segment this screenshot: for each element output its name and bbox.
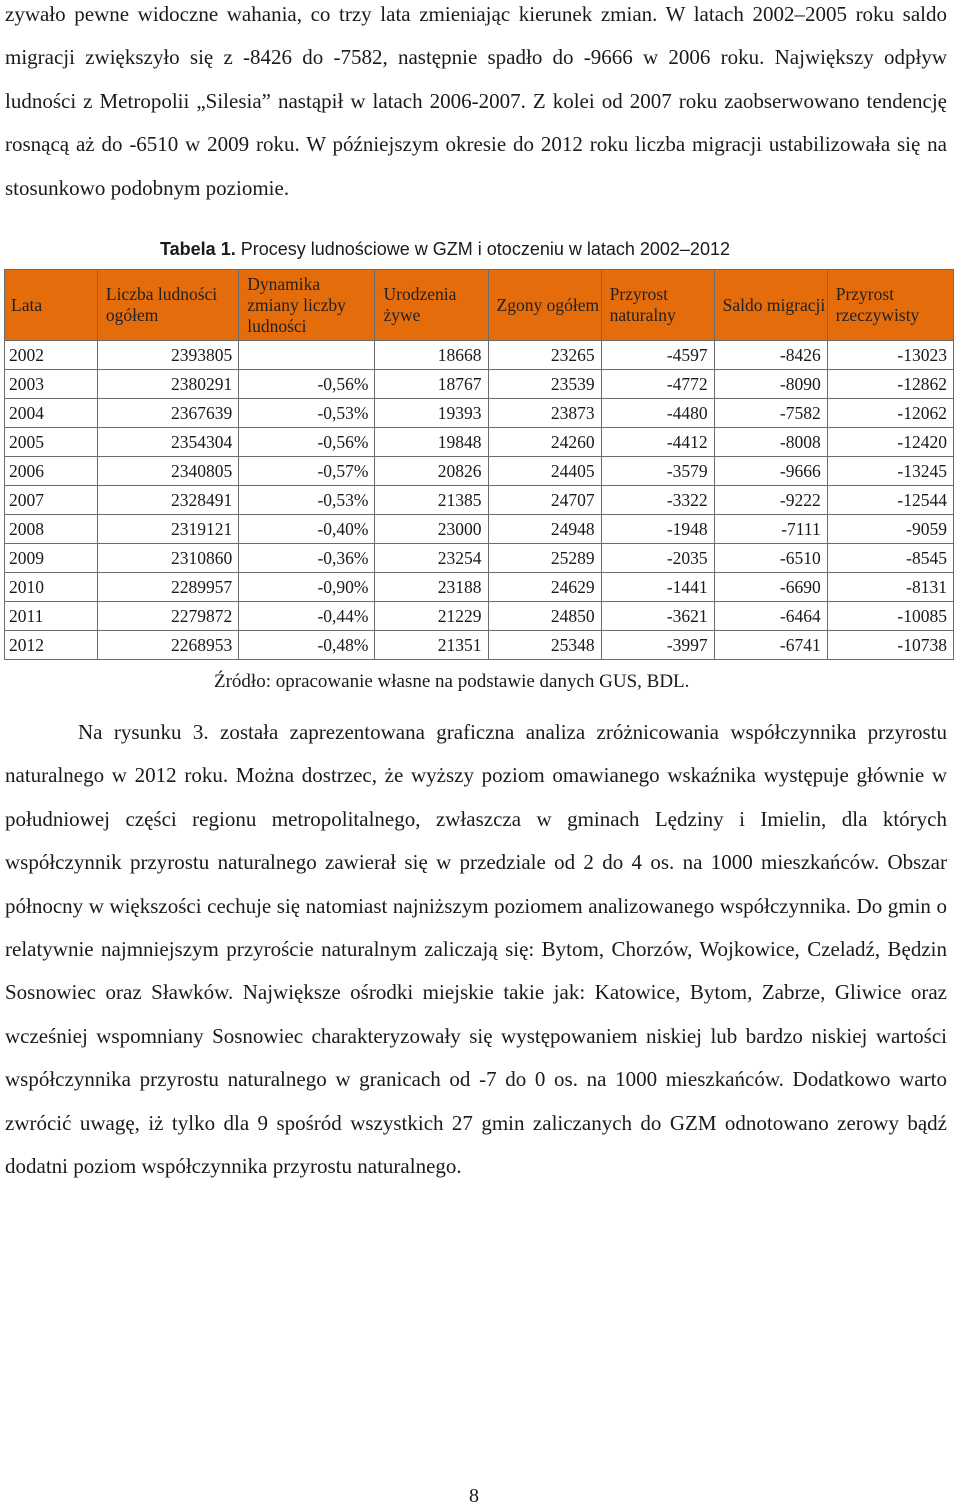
table-header-row xyxy=(5,270,954,341)
table-row xyxy=(5,486,954,515)
header-cell: Przyrost naturalny xyxy=(601,270,714,341)
header-cell: Liczba ludności ogółem xyxy=(97,270,238,341)
value-cell: -0,36% xyxy=(239,544,375,573)
value-cell: 25289 xyxy=(488,544,601,573)
value-cell: 2279872 xyxy=(97,602,238,631)
value-cell: -8545 xyxy=(827,544,953,573)
value-cell: -12862 xyxy=(827,370,953,399)
value-cell: -12420 xyxy=(827,428,953,457)
population-table xyxy=(4,269,954,660)
value-cell: -4772 xyxy=(601,370,714,399)
value-cell: 24707 xyxy=(488,486,601,515)
value-cell: -9666 xyxy=(714,457,827,486)
year-cell: 2008 xyxy=(5,515,98,544)
table-row xyxy=(5,515,954,544)
value-cell: -0,44% xyxy=(239,602,375,631)
year-cell: 2010 xyxy=(5,573,98,602)
value-cell: -9222 xyxy=(714,486,827,515)
value-cell: -7111 xyxy=(714,515,827,544)
year-cell: 2007 xyxy=(5,486,98,515)
value-cell: 2393805 xyxy=(97,341,238,370)
value-cell: 2380291 xyxy=(97,370,238,399)
value-cell: 18767 xyxy=(375,370,488,399)
table-caption-text: Procesy ludnościowe w GZM i otoczeniu w latach 2002–2012 xyxy=(240,239,730,259)
year-cell: 2012 xyxy=(5,631,98,660)
value-cell: -4480 xyxy=(601,399,714,428)
value-cell: -0,40% xyxy=(239,515,375,544)
value-cell: 2310860 xyxy=(97,544,238,573)
value-cell: 2289957 xyxy=(97,573,238,602)
value-cell: -10738 xyxy=(827,631,953,660)
value-cell: -0,56% xyxy=(239,428,375,457)
value-cell: -3997 xyxy=(601,631,714,660)
table-row xyxy=(5,457,954,486)
value-cell: -0,53% xyxy=(239,399,375,428)
value-cell: 2340805 xyxy=(97,457,238,486)
value-cell: 23265 xyxy=(488,341,601,370)
value-cell: -8008 xyxy=(714,428,827,457)
value-cell: -8090 xyxy=(714,370,827,399)
value-cell: 2367639 xyxy=(97,399,238,428)
value-cell: -6690 xyxy=(714,573,827,602)
value-cell: 21351 xyxy=(375,631,488,660)
value-cell: -6510 xyxy=(714,544,827,573)
value-cell: -6464 xyxy=(714,602,827,631)
table-row xyxy=(5,544,954,573)
value-cell: -4597 xyxy=(601,341,714,370)
table-row xyxy=(5,399,954,428)
top-paragraph: zywało pewne widoczne wahania, co trzy lata zmieniając kierunek zmian. W latach 2002–2005 roku saldo migracji zwiększyło się z -8426 do -7582, następnie spadło do -9666 w 2006 roku. Największy odpływ ludności z Metropolii „Silesia” nastąpił w latach 2006-2007. Z kolei od 2007 roku zaobserwowano tendencję rosnącą aż do -6510 w 2009 roku. W późniejszym okresie do 2012 roku liczba migracji ustabilizowała się na stosunkowo podobnym poziomie. xyxy=(5,2,947,200)
table-row xyxy=(5,370,954,399)
value-cell: -0,57% xyxy=(239,457,375,486)
value-cell: 21385 xyxy=(375,486,488,515)
value-cell: 2328491 xyxy=(97,486,238,515)
header-cell: Zgony ogółem xyxy=(488,270,601,341)
value-cell: 24405 xyxy=(488,457,601,486)
value-cell: -8426 xyxy=(714,341,827,370)
year-cell: 2005 xyxy=(5,428,98,457)
page-number: 8 xyxy=(469,1485,479,1507)
table-row xyxy=(5,602,954,631)
table-caption xyxy=(160,236,800,262)
table-row xyxy=(5,341,954,370)
value-cell: 24850 xyxy=(488,602,601,631)
year-cell: 2006 xyxy=(5,457,98,486)
year-cell: 2002 xyxy=(5,341,98,370)
value-cell: -1948 xyxy=(601,515,714,544)
value-cell: 25348 xyxy=(488,631,601,660)
year-cell: 2004 xyxy=(5,399,98,428)
value-cell: 19393 xyxy=(375,399,488,428)
value-cell: -0,90% xyxy=(239,573,375,602)
value-cell: -6741 xyxy=(714,631,827,660)
value-cell: 24629 xyxy=(488,573,601,602)
value-cell: -7582 xyxy=(714,399,827,428)
year-cell: 2011 xyxy=(5,602,98,631)
value-cell: -10085 xyxy=(827,602,953,631)
value-cell: 24948 xyxy=(488,515,601,544)
year-cell: 2003 xyxy=(5,370,98,399)
value-cell: -4412 xyxy=(601,428,714,457)
value-cell: -9059 xyxy=(827,515,953,544)
bottom-paragraph: Na rysunku 3. została zaprezentowana graficzna analiza zróżnicowania współczynnika przyrostu naturalnego w 2012 roku. Można dostrzec, że wyższy poziom omawianego wskaźnika występuje głównie w południowej części regionu metropolitalnego, zwłaszcza w gminach Lędziny i Imielin, dla których współczynnik przyrostu naturalnego zawierał się w przedziale od 2 do 4 os. na 1000 mieszkańców. Obszar północny w większości cechuje się natomiast najniższym poziomem analizowanego współczynnika. Do gmin o relatywnie najmniejszym przyroście naturalnym zaliczają się: Bytom, Chorzów, Wojkowice, Czeladź, Będzin Sosnowiec oraz Sławków. Największe ośrodki miejskie takie jak: Katowice, Bytom, Zabrze, Gliwice oraz wcześniej wspomniany Sosnowiec charakteryzowały się występowaniem niskiej lub bardzo niskiej wartości współczynnika przyrostu naturalnego w granicach od -7 do 0 os. na 1000 mieszkańców. Dodatkowo warto zwrócić uwagę, iż tylko dla 9 spośród wszystkich 27 gmin zaliczanych do GZM odnotowano zerowy bądź dodatni poziom współczynnika przyrostu naturalnego. xyxy=(5,720,947,1179)
value-cell: -3322 xyxy=(601,486,714,515)
value-cell: -12062 xyxy=(827,399,953,428)
value-cell: 2268953 xyxy=(97,631,238,660)
value-cell: 24260 xyxy=(488,428,601,457)
value-cell: 21229 xyxy=(375,602,488,631)
value-cell: -0,48% xyxy=(239,631,375,660)
value-cell: 19848 xyxy=(375,428,488,457)
value-cell: 23873 xyxy=(488,399,601,428)
value-cell: -1441 xyxy=(601,573,714,602)
header-cell: Lata xyxy=(5,270,98,341)
table-body xyxy=(5,341,954,660)
value-cell: -13245 xyxy=(827,457,953,486)
header-cell: Dynamika zmiany liczby ludności xyxy=(239,270,375,341)
value-cell: 23254 xyxy=(375,544,488,573)
value-cell: 2354304 xyxy=(97,428,238,457)
value-cell: -0,53% xyxy=(239,486,375,515)
table-row xyxy=(5,573,954,602)
value-cell: 23188 xyxy=(375,573,488,602)
value-cell: 23000 xyxy=(375,515,488,544)
value-cell: -13023 xyxy=(827,341,953,370)
value-cell: -0,56% xyxy=(239,370,375,399)
value-cell: -3621 xyxy=(601,602,714,631)
header-cell: Przyrost rzeczywisty xyxy=(827,270,953,341)
value-cell: 20826 xyxy=(375,457,488,486)
value-cell: 23539 xyxy=(488,370,601,399)
header-cell: Saldo migracji xyxy=(714,270,827,341)
value-cell: -12544 xyxy=(827,486,953,515)
table-source: Źródło: opracowanie własne na podstawie danych GUS, BDL. xyxy=(214,671,690,692)
table-row xyxy=(5,631,954,660)
year-cell: 2009 xyxy=(5,544,98,573)
value-cell: -2035 xyxy=(601,544,714,573)
header-cell: Urodzenia żywe xyxy=(375,270,488,341)
table-caption-label: Tabela 1. xyxy=(160,239,236,259)
value-cell: 2319121 xyxy=(97,515,238,544)
value-cell: 18668 xyxy=(375,341,488,370)
value-cell: -8131 xyxy=(827,573,953,602)
value-cell: -3579 xyxy=(601,457,714,486)
value-cell xyxy=(239,341,375,370)
table-row xyxy=(5,428,954,457)
